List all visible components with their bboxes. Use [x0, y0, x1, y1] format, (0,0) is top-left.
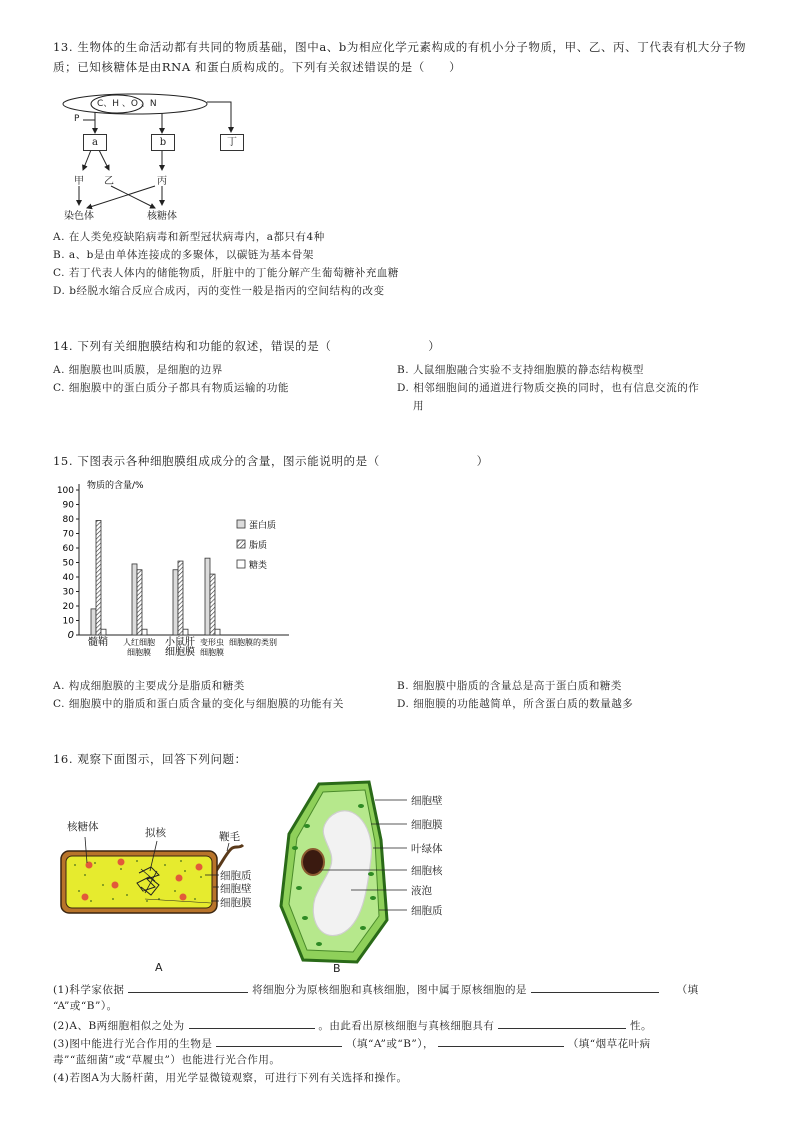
q13-elements: C、H 、O 、N	[97, 99, 157, 109]
bar-0-3	[205, 558, 210, 635]
q16-stem: 16. 观察下面图示，回答下列问题：	[53, 752, 247, 766]
bar-1-0	[96, 520, 101, 635]
y-tick-label: 10	[62, 616, 74, 627]
label-b-cell-membrane: 细胞膜	[411, 819, 443, 831]
y-tick-label: 70	[62, 529, 74, 540]
bar-2-1	[142, 629, 147, 635]
y-axis-label: 物质的含量/%	[87, 481, 144, 491]
legend-label-2: 糖类	[249, 561, 268, 571]
label-cytoplasm: 细胞质	[220, 870, 252, 882]
category-label: 人红细胞	[123, 638, 155, 647]
q16-sub1-line1	[53, 979, 699, 999]
legend-label-1: 脂质	[249, 541, 268, 551]
y-tick-label: 40	[62, 573, 74, 583]
q13-option-c[interactable]: C. 若丁代表人体内的储能物质，肝脏中的丁能分解产生葡萄糖补充血糖	[53, 267, 399, 279]
bar-2-2	[183, 629, 188, 635]
q13-stem	[53, 37, 753, 77]
q14-stem: 14. 下列有关细胞膜结构和功能的叙述，错误的是（ ）	[53, 339, 441, 353]
plant-cell-illustration	[275, 778, 475, 978]
sub3-blank-organism[interactable]	[216, 1033, 342, 1047]
q13-stem-line2: 质；已知核糖体是由RNA 和蛋白质构成的。下列有关叙述错误的是（ ）	[53, 60, 462, 74]
sub2-text3: 性。	[630, 1020, 653, 1032]
label-b-vacuole: 液泡	[411, 885, 432, 897]
q15-option-d[interactable]: D. 细胞膜的功能越简单，所含蛋白质的数量越多	[397, 698, 634, 710]
q16-figure-a	[55, 815, 275, 975]
y-tick-label: 20	[62, 602, 74, 612]
q16-figure-b	[275, 778, 475, 978]
label-nucleoid: 拟核	[145, 827, 166, 839]
bar-1-1	[137, 570, 142, 635]
label-b-cytoplasm: 细胞质	[411, 905, 443, 917]
category-label: 小鼠肝	[165, 637, 195, 648]
q15-option-b[interactable]: B. 细胞膜中脂质的含量总是高于蛋白质和糖类	[397, 680, 622, 692]
y-tick-label: 80	[62, 515, 74, 525]
q13-box-ding: 丁	[220, 134, 244, 151]
bar-0-0	[91, 609, 96, 635]
sub1-text3: （填	[676, 984, 699, 996]
bar-2-3	[215, 629, 220, 635]
sub1-blank-basis[interactable]	[128, 979, 248, 993]
bar-0-1	[132, 564, 137, 635]
y-tick-label: 0	[67, 630, 74, 641]
q13-yi: 乙	[104, 176, 114, 187]
bar-0-2	[173, 570, 178, 635]
sub1-text1: (1)科学家依据	[53, 984, 125, 996]
legend-swatch-0	[237, 520, 245, 528]
y-tick-label: 90	[62, 500, 74, 511]
figure-a-caption: A	[155, 961, 163, 974]
q14-option-c[interactable]: C. 细胞膜中的蛋白质分子都具有物质运输的功能	[53, 382, 289, 394]
sub3-text3: （填“烟草花叶病	[567, 1038, 651, 1050]
legend-swatch-1	[237, 540, 245, 548]
category-label: 细胞膜	[200, 648, 224, 657]
q13-box-b: b	[151, 134, 175, 151]
q14-option-d[interactable]: D. 相邻细胞间的通道进行物质交换的同时，也有信息交流的作	[397, 382, 700, 394]
q16-sub3	[53, 1033, 651, 1053]
q13-ribosome: 核糖体	[147, 211, 177, 222]
label-ribosome: 核糖体	[67, 821, 99, 833]
figure-b-caption: B	[333, 962, 341, 975]
y-tick-label: 100	[56, 486, 74, 496]
sub3-text2: （填“A”或“B”），	[346, 1038, 435, 1050]
q13-p: P	[74, 114, 80, 124]
q15-chart-svg	[55, 478, 305, 663]
bar-1-2	[178, 561, 183, 635]
category-label: 变形虫	[200, 638, 224, 647]
q15-option-a[interactable]: A. 构成细胞膜的主要成分是脂质和糖类	[53, 680, 245, 692]
bar-2-0	[101, 629, 106, 635]
q13-chromosome: 染色体	[64, 211, 94, 222]
sub2-text2: 。由此看出原核细胞与真核细胞具有	[318, 1020, 495, 1032]
q13-option-d[interactable]: D. b经脱水缩合反应合成丙，丙的变性一般是指丙的空间结构的改变	[53, 285, 385, 297]
label-b-cell-wall: 细胞壁	[411, 795, 443, 807]
sub1-blank-prokaryote[interactable]	[531, 979, 659, 993]
q15-option-c[interactable]: C. 细胞膜中的脂质和蛋白质含量的变化与细胞膜的功能有关	[53, 698, 344, 710]
label-cell-membrane: 细胞膜	[220, 897, 252, 909]
category-label: 细胞膜	[127, 648, 151, 657]
q14-option-d-cont: 用	[413, 400, 424, 412]
q13-box-a: a	[83, 134, 107, 151]
sub2-blank-property[interactable]	[498, 1015, 626, 1029]
y-tick-label: 60	[62, 544, 74, 554]
y-tick-label: 30	[62, 587, 74, 598]
q13-diagram	[55, 90, 275, 225]
label-flagellum: 鞭毛	[219, 831, 240, 843]
q14-option-a[interactable]: A. 细胞膜也叫质膜，是细胞的边界	[53, 364, 223, 376]
q15-stem: 15. 下图表示各种细胞膜组成成分的含量，图示能说明的是（ ）	[53, 454, 489, 468]
x-axis-label: 细胞膜的类别	[229, 638, 277, 647]
sub2-blank-similarity[interactable]	[189, 1015, 315, 1029]
q13-options	[53, 228, 399, 300]
category-label: 髓鞘	[88, 637, 108, 648]
sub1-text2: 将细胞分为原核细胞和真核细胞，图中属于原核细胞的是	[252, 984, 528, 996]
q16-sub2	[53, 1015, 652, 1035]
q13-bing: 丙	[157, 176, 167, 187]
legend-label-0: 蛋白质	[249, 521, 277, 531]
sub4-text1: (4)若图A为大肠杆菌，用光学显微镜观察，可进行下列有关选择和操作。	[53, 1072, 408, 1084]
q13-option-b[interactable]: B. a、b是由单体连接成的多聚体，以碳链为基本骨架	[53, 249, 314, 261]
sub1-text4: “A”或“B”）。	[53, 1000, 118, 1012]
label-cell-wall: 细胞壁	[220, 883, 252, 895]
q13-diagram-lines	[55, 90, 275, 225]
q13-option-a[interactable]: A. 在人类免疫缺陷病毒和新型冠状病毒内，a都只有4种	[53, 231, 325, 243]
legend-swatch-2	[237, 560, 245, 568]
sub2-text1: (2)A、B两细胞相似之处为	[53, 1020, 185, 1032]
sub3-text4: 毒”“蓝细菌”或“草履虫”）也能进行光合作用。	[53, 1054, 281, 1066]
q14-option-b[interactable]: B. 人鼠细胞融合实验不支持细胞膜的静态结构模型	[397, 364, 644, 376]
y-tick-label: 50	[62, 558, 74, 569]
q13-jia: 甲	[74, 176, 84, 187]
category-label: 细胞膜	[165, 647, 195, 658]
label-b-nucleus: 细胞核	[411, 865, 443, 877]
label-b-chloroplast: 叶绿体	[411, 843, 443, 855]
bar-1-3	[210, 574, 215, 635]
sub3-blank-other[interactable]	[438, 1033, 564, 1047]
q15-chart	[55, 478, 305, 663]
sub3-text1: (3)图中能进行光合作用的生物是	[53, 1038, 213, 1050]
q13-stem-line1: 13. 生物体的生命活动都有共同的物质基础，图中a、b为相应化学元素构成的有机小分子物质，甲、乙、丙、丁代表有机大分子物	[53, 40, 747, 54]
